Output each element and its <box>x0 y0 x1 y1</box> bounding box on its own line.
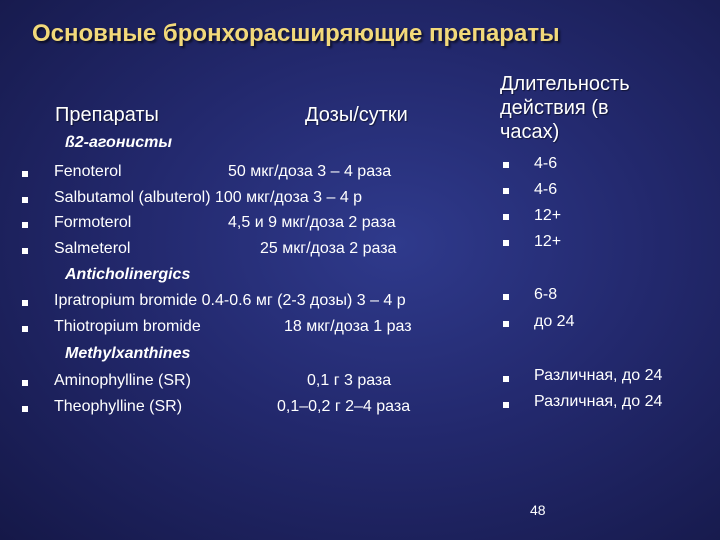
bullet-icon <box>503 162 509 168</box>
bullet-icon <box>22 248 28 254</box>
drug-dose: 0,1–0,2 г 2–4 раза <box>277 398 411 415</box>
drug-name: Fenoterol <box>54 163 122 180</box>
drug-name: Salbutamol (albuterol) 100 мкг/доза 3 – 4 р <box>54 189 363 206</box>
bullet-icon <box>503 321 509 327</box>
drug-duration: Различная, до 24 <box>534 367 663 384</box>
duration-header-line: часах) <box>500 121 560 143</box>
bullet-icon <box>503 214 509 220</box>
drug-name: Theophylline (SR) <box>54 398 183 415</box>
bullet-icon <box>22 326 28 332</box>
drug-duration: Различная, до 24 <box>534 393 663 410</box>
drug-duration: 6-8 <box>534 286 558 303</box>
drug-duration: 12+ <box>534 207 562 224</box>
bullet-icon <box>503 402 509 408</box>
bullet-icon <box>22 171 28 177</box>
drug-dose: 0,1 г 3 раза <box>307 372 392 389</box>
duration-header-line: действия (в <box>500 97 609 119</box>
drug-name: Ipratropium bromide 0.4-0.6 мг (2-3 дозы) 3 – 4 р <box>54 292 406 309</box>
group-label-methylxanthines: Methylxanthines <box>65 345 191 362</box>
bullet-icon <box>22 406 28 412</box>
drug-duration: 4-6 <box>534 155 558 172</box>
duration-header-line: Длительность <box>500 73 630 95</box>
bullet-icon <box>503 376 509 382</box>
drug-dose: 25 мкг/доза 2 раза <box>260 240 397 257</box>
drug-name: Aminophylline (SR) <box>54 372 191 389</box>
slide-title: Основные бронхорасширяющие препараты <box>32 20 560 47</box>
bullet-icon <box>22 300 28 306</box>
drug-name: Salmeterol <box>54 240 131 257</box>
group-label-anticholinergics: Anticholinergics <box>65 266 191 283</box>
bullet-icon <box>22 380 28 386</box>
bullet-icon <box>22 222 28 228</box>
bullet-icon <box>22 197 28 203</box>
bullet-icon <box>503 294 509 300</box>
drug-name: Formoterol <box>54 214 132 231</box>
drug-duration: 4-6 <box>534 181 558 198</box>
column-header-dose: Дозы/сутки <box>305 104 408 126</box>
bullet-icon <box>503 188 509 194</box>
page-number: 48 <box>530 502 546 518</box>
drug-dose: 18 мкг/доза 1 раз <box>284 318 412 335</box>
drug-dose: 50 мкг/доза 3 – 4 раза <box>228 163 392 180</box>
column-header-drugs: Препараты <box>55 104 159 126</box>
group-label-beta2-agonists: ß2-агонисты <box>65 134 173 151</box>
drug-duration: 12+ <box>534 233 562 250</box>
drug-name: Thiotropium bromide <box>54 318 201 335</box>
drug-dose: 4,5 и 9 мкг/доза 2 раза <box>228 214 396 231</box>
bullet-icon <box>503 240 509 246</box>
column-header-duration <box>500 72 700 144</box>
drug-duration: до 24 <box>534 313 575 330</box>
